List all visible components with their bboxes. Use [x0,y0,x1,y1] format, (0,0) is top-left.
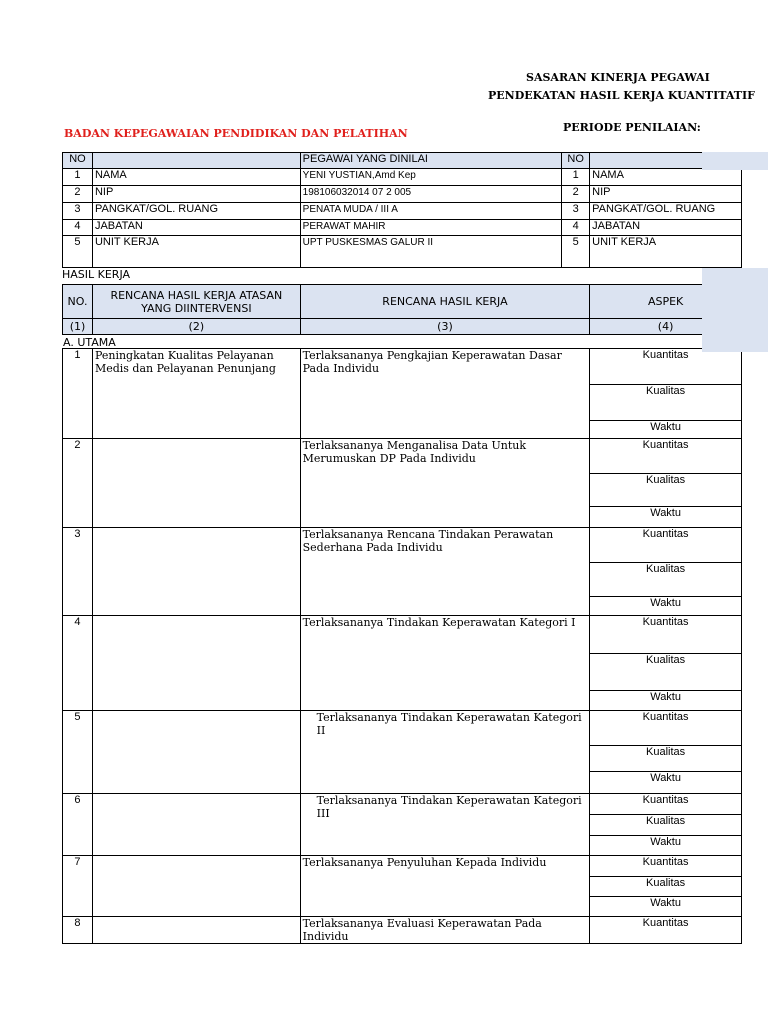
row-number: 4 [63,616,93,711]
col-pegawai-dinilai: PEGAWAI YANG DINILAI [300,153,562,169]
atasan-row-no: 2 [562,186,590,203]
rencana-cell: Terlaksananya Penyuluhan Kepada Individu [300,856,590,917]
rencana-cell: Terlaksananya Tindakan Keperawatan Kategori III [300,794,590,856]
table-row [63,856,742,877]
table-row [63,711,742,746]
aspek-cell: Waktu [590,421,742,439]
row-number: 3 [63,528,93,616]
header-aspek: ASPEK [590,285,742,319]
right-edge-fill [702,152,768,170]
pegawai-row-value: PERAWAT MAHIR [300,220,562,236]
atasan-row-no: 1 [562,169,590,186]
rencana-atasan-cell [92,917,300,944]
aspek-cell: Waktu [590,597,742,616]
aspek-cell: Kualitas [590,385,742,421]
aspek-cell: Kualitas [590,815,742,836]
table-row [63,528,742,563]
rencana-cell: Terlaksananya Menganalisa Data Untuk Merumuskan DP Pada Individu [300,439,590,528]
pegawai-header-row [63,153,742,169]
aspek-cell: Kualitas [590,746,742,772]
pegawai-row-no: 3 [63,203,93,220]
row-number: 7 [63,856,93,917]
hasil-kerja-header [62,284,742,335]
pegawai-row-value: PENATA MUDA / III A [300,203,562,220]
rencana-cell: Terlaksananya Rencana Tindakan Perawatan Sederhana Pada Individu [300,528,590,616]
hasil-kerja-table [62,348,742,944]
rencana-atasan-cell: Peningkatan Kualitas Pelayanan Medis dan Pelayanan Penunjang [92,349,300,439]
table-row [63,439,742,474]
pegawai-row-no: 4 [63,220,93,236]
aspek-cell: Waktu [590,897,742,917]
row-number: 1 [63,349,93,439]
rencana-atasan-cell [92,616,300,711]
aspek-cell: Kuantitas [590,794,742,815]
table-row [63,349,742,385]
table-row [63,616,742,654]
pegawai-row-value: UPT PUSKESMAS GALUR II [300,236,562,268]
aspek-cell: Kuantitas [590,616,742,654]
pegawai-table [62,152,742,268]
hasil-kerja-label: HASIL KERJA [62,268,131,281]
col-no: NO [63,153,93,169]
rencana-cell: Terlaksananya Tindakan Keperawatan Kategori II [300,711,590,794]
aspek-cell: Waktu [590,836,742,856]
row-number: 6 [63,794,93,856]
pegawai-row-label: PANGKAT/GOL. RUANG [92,203,300,220]
aspek-cell: Waktu [590,691,742,711]
rencana-atasan-cell [92,711,300,794]
header-rencana: RENCANA HASIL KERJA [300,285,590,319]
atasan-row-label: NAMA [590,169,742,186]
periode-label: PERIODE PENILAIAN: [563,121,701,134]
pegawai-row [63,169,742,186]
atasan-row-no: 5 [562,236,590,268]
aspek-cell: Kuantitas [590,528,742,563]
rencana-atasan-cell [92,794,300,856]
aspek-cell: Kualitas [590,474,742,507]
rencana-atasan-cell [92,528,300,616]
header-rencana-atasan: RENCANA HASIL KERJA ATASAN YANG DIINTERVENSI [92,285,300,319]
aspek-cell: Kuantitas [590,349,742,385]
rencana-cell: Terlaksananya Evaluasi Keperawatan Pada Individu [300,917,590,944]
rencana-cell: Terlaksananya Tindakan Keperawatan Kategori I [300,616,590,711]
atasan-row-no: 3 [562,203,590,220]
row-number: 5 [63,711,93,794]
pegawai-row [63,186,742,203]
pegawai-row [63,236,742,268]
rencana-atasan-cell [92,439,300,528]
aspek-cell: Kuantitas [590,439,742,474]
atasan-row-label: JABATAN [590,220,742,236]
pegawai-row-label: UNIT KERJA [92,236,300,268]
pegawai-row-value: 198106032014 07 2 005 [300,186,562,203]
atasan-row-label: PANGKAT/GOL. RUANG [590,203,742,220]
atasan-row-label: NIP [590,186,742,203]
group-label-utama: A. UTAMA [63,336,116,349]
aspek-cell: Kuantitas [590,711,742,746]
row-number: 2 [63,439,93,528]
document-subtitle: PENDEKATAN HASIL KERJA KUANTITATIF [488,89,755,102]
pegawai-row-value: YENI YUSTIAN,Amd Kep [300,169,562,186]
document-title: SASARAN KINERJA PEGAWAI [526,71,710,84]
row-number: 8 [63,917,93,944]
num-3: (3) [300,319,590,335]
aspek-cell: Waktu [590,507,742,528]
right-edge-fill-2 [702,268,768,352]
pegawai-row-label: NAMA [92,169,300,186]
table-row [63,917,742,944]
header-no: NO. [63,285,93,319]
atasan-row-no: 4 [562,220,590,236]
aspek-cell: Kuantitas [590,917,742,944]
aspek-cell: Waktu [590,772,742,794]
num-1: (1) [63,319,93,335]
atasan-row-label: UNIT KERJA [590,236,742,268]
num-4: (4) [590,319,742,335]
rencana-atasan-cell [92,856,300,917]
table-row [63,794,742,815]
col-no-2: NO [562,153,590,169]
organization-name: BADAN KEPEGAWAIAN PENDIDIKAN DAN PELATIHAN [64,127,408,140]
pegawai-row-no: 2 [63,186,93,203]
pegawai-row-no: 1 [63,169,93,186]
aspek-cell: Kuantitas [590,856,742,877]
num-2: (2) [92,319,300,335]
pegawai-row-label: JABATAN [92,220,300,236]
pegawai-row-label: NIP [92,186,300,203]
pegawai-row [63,220,742,236]
pegawai-row-no: 5 [63,236,93,268]
pegawai-row [63,203,742,220]
rencana-cell: Terlaksananya Pengkajian Keperawatan Dasar Pada Individu [300,349,590,439]
aspek-cell: Kualitas [590,877,742,897]
aspek-cell: Kualitas [590,563,742,597]
aspek-cell: Kualitas [590,654,742,691]
